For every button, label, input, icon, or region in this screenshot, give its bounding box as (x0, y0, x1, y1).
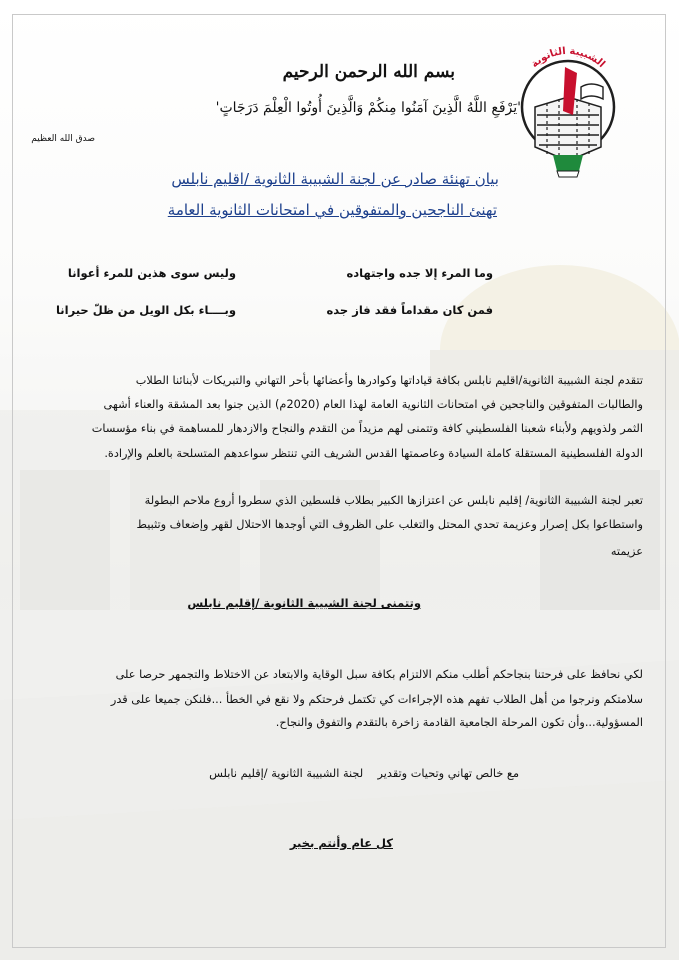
closing-greeting: كل عام وأنتم بخير (289, 836, 393, 850)
logo-arc-text: الشبيبة الثانوية (529, 45, 607, 71)
paragraph-3-line-2: سلامتكم ونرجوا من أهل الطلاب تفهم هذه الإجراءات كي تكتمل فرحتكم ولا نقع في الخطأ ...فلنكن جميعا على قدر (110, 693, 643, 706)
poem-verse-2-right: فمن كان مقداماً فقد فاز جده (326, 303, 493, 317)
paragraph-2-line-1: تعبر لجنة الشبيبة الثانوية/ إقليم نابلس عن اعتزازها الكبير بطلاب فلسطين الذي سطروا أروع ملاحم البطولة (144, 494, 643, 507)
basmala-heading: بسم الله الرحمن الرحيم (282, 62, 455, 82)
verse-closing: صدق الله العظيم (31, 134, 95, 144)
statement-title: بيان تهنئة صادر عن لجنة الشبيبة الثانوية /اقليم نابلس (171, 170, 499, 188)
poem-verse-2-left: وبــــاء بكل الويل من ظلّ حيرانا (55, 303, 236, 317)
paragraph-1-line-1: تتقدم لجنة الشبيبة الثانوية/اقليم نابلس بكافة قياداتها وكوادرها وأعضائها بأحر التهاني والتبريكات لأبنائنا الطلاب (135, 374, 643, 387)
wish-line: وتتمنى لجنة الشبيبة الثانوية /إقليم نابلس (187, 596, 421, 610)
statement-subtitle: تهنئ الناجحين والمتفوقين في امتحانات الثانوية العامة (167, 201, 497, 219)
shabiba-logo (507, 37, 629, 187)
paragraph-3-line-1: لكي نحافظ على فرحتنا بنجاحكم أطلب منكم الالتزام بكافة سبل الوقاية والابتعاد عن الاختلاط والتجمهر حرصا على (115, 668, 643, 681)
signature-line: مع خالص تهاني وتحيات وتقدير لجنة الشبيبة الثانوية /إقليم نابلس (209, 767, 519, 780)
paragraph-1-line-4: الدولة الفلسطينية المستقلة كاملة السيادة وعاصمتها القدس الشريف التي تنتظر سواعدهم المتسلحة بالعلم والإرادة. (104, 447, 643, 460)
flag-green (553, 155, 583, 171)
poem-verse-1-right: وما المرء إلا جده واجتهاده (346, 266, 493, 280)
quran-verse: 'يَرْفَعِ اللَّهُ الَّذِينَ آمَنُوا مِنكُمْ وَالَّذِينَ أُوتُوا الْعِلْمَ دَرَجَاتٍ' (215, 100, 521, 116)
paragraph-1-line-3: الثمر ولذويهم ولأبناء شعبنا الفلسطيني كافة وتتمنى لهم مزيداً من التقدم والنجاح والازدهار للمساهمة في بناء مؤسسات (91, 422, 643, 435)
paragraph-2-line-3: عزيمته (610, 545, 643, 558)
poem-verse-1-left: وليس سوى هذين للمرء أعوانا (67, 266, 236, 280)
paragraph-2-line-2: واستطاعوا بكل إصرار وعزيمة تحدي المحتل والتغلب على الظروف التي أوجدها الاحتلال لقهر وإضعاف وتثبيط (136, 518, 643, 531)
paragraph-1-line-2: والطالبات المتفوقين والناجحين في امتحانات الثانوية العامة لهذا العام (2020م) الذين جنوا بعد المشقة والعناء أشهى (103, 398, 643, 411)
paragraph-3-line-3: المسؤولية...وأن تكون المرحلة الجامعية القادمة زاخرة بالتقدم والتفوق والنجاح. (275, 716, 643, 729)
